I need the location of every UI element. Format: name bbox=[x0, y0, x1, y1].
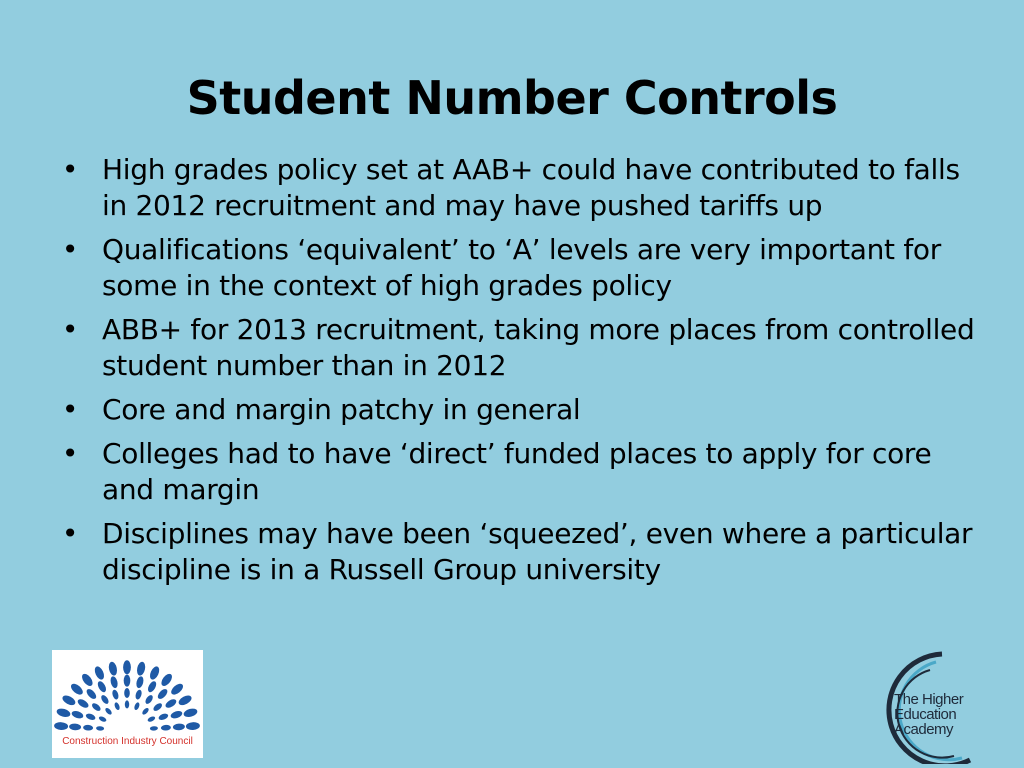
slide-title: Student Number Controls bbox=[186, 71, 838, 125]
fan-segment bbox=[85, 712, 96, 721]
fan-segment bbox=[76, 697, 90, 709]
hea-line-1: The Higher bbox=[894, 691, 964, 708]
fan-segment bbox=[125, 700, 129, 708]
cic-logo bbox=[52, 650, 203, 758]
fan-segment bbox=[136, 661, 147, 676]
fan-segment bbox=[173, 723, 185, 730]
hea-logo bbox=[858, 648, 986, 764]
fan-segment bbox=[144, 694, 154, 705]
fan-segment bbox=[161, 725, 171, 731]
fan-segment bbox=[123, 660, 131, 674]
fan-segment bbox=[169, 682, 185, 697]
fan-segment bbox=[91, 702, 102, 713]
fan-segment bbox=[54, 722, 68, 731]
fan-segment bbox=[150, 726, 158, 731]
fan-segment bbox=[170, 710, 183, 720]
fan-segment bbox=[134, 689, 142, 700]
bullet-item bbox=[60, 312, 980, 384]
hea-line-2: Education bbox=[894, 706, 957, 723]
bullet-marker: • bbox=[61, 313, 79, 346]
bullet-marker: • bbox=[61, 517, 79, 550]
fan-segment bbox=[96, 680, 108, 694]
bullet-text: Qualifications ‘equivalent’ to ‘A’ levels are very important for some in the context of high grades policy bbox=[102, 233, 941, 302]
bullet-item bbox=[60, 152, 980, 224]
fan-segment bbox=[96, 726, 104, 731]
fan-segment bbox=[183, 707, 199, 718]
fan-segment bbox=[148, 665, 161, 681]
fan-segment bbox=[124, 675, 131, 687]
bullet-text: ABB+ for 2013 recruitment, taking more places from controlled student number than in 2012 bbox=[102, 313, 975, 382]
radiating-fan-icon bbox=[52, 650, 203, 736]
fan-segment bbox=[159, 672, 174, 688]
fan-segment bbox=[61, 694, 77, 708]
fan-segment bbox=[100, 694, 110, 705]
fan-segment bbox=[56, 707, 72, 718]
hea-logo-text bbox=[894, 692, 963, 737]
fan-segment bbox=[158, 712, 169, 721]
bullet-text: Core and margin patchy in general bbox=[102, 393, 581, 426]
fan-segment bbox=[69, 723, 81, 730]
bullet-marker: • bbox=[61, 153, 79, 186]
fan-segment bbox=[146, 680, 158, 694]
fan-segment bbox=[133, 702, 140, 711]
hea-line-3: Academy bbox=[894, 721, 954, 738]
fan-segment bbox=[152, 702, 163, 713]
fan-segment bbox=[69, 682, 85, 697]
fan-segment bbox=[71, 710, 84, 720]
fan-segment bbox=[108, 661, 119, 676]
bullet-text: Colleges had to have ‘direct’ funded places to apply for core and margin bbox=[102, 437, 932, 506]
bullet-marker: • bbox=[61, 437, 79, 470]
bullet-marker: • bbox=[61, 393, 79, 426]
fan-segment bbox=[80, 672, 95, 688]
fan-segment bbox=[177, 694, 193, 708]
fan-segment bbox=[186, 722, 200, 731]
cic-logo-text: Construction Industry Council bbox=[62, 736, 193, 747]
fan-segment bbox=[104, 707, 113, 716]
fan-segment bbox=[156, 687, 169, 700]
bullet-item bbox=[60, 232, 980, 304]
fan-segment bbox=[141, 707, 150, 716]
fan-segment bbox=[114, 702, 121, 711]
fan-segment bbox=[111, 689, 119, 700]
fan-segment bbox=[109, 676, 118, 689]
bullet-marker: • bbox=[61, 233, 79, 266]
bullet-item bbox=[60, 392, 980, 428]
fan-segment bbox=[85, 687, 98, 700]
bullet-text: High grades policy set at AAB+ could have contributed to falls in 2012 recruitment and may have pushed tariffs up bbox=[102, 153, 960, 222]
fan-segment bbox=[135, 676, 144, 689]
fan-segment bbox=[83, 725, 93, 731]
bullet-text: Disciplines may have been ‘squeezed’, even where a particular discipline is in a Russell Group university bbox=[102, 517, 973, 586]
fan-segment bbox=[98, 715, 107, 722]
fan-segment bbox=[147, 715, 156, 722]
fan-segment bbox=[93, 665, 106, 681]
bullet-list bbox=[60, 152, 980, 596]
fan-segment bbox=[164, 697, 178, 709]
fan-segment bbox=[124, 688, 130, 698]
bullet-item bbox=[60, 516, 980, 588]
bullet-item bbox=[60, 436, 980, 508]
